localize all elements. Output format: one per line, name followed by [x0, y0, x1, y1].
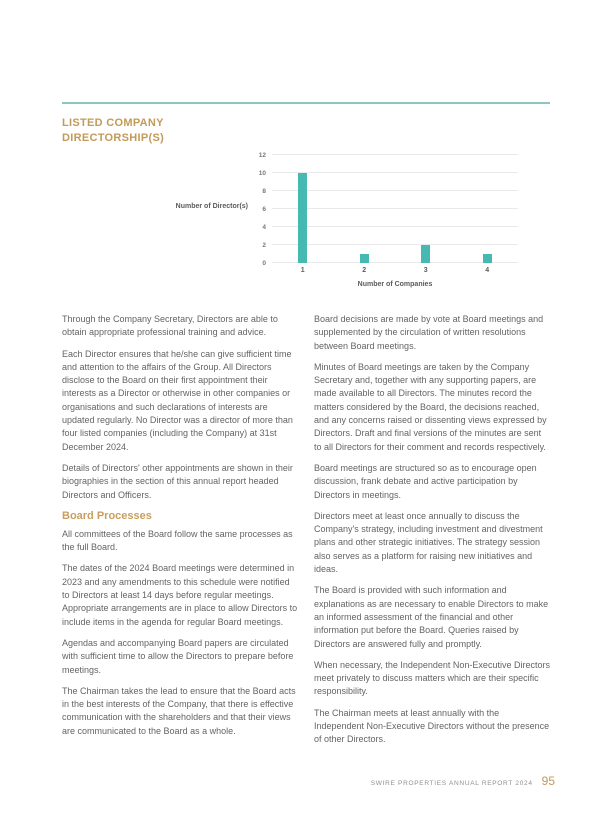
- paragraph: When necessary, the Independent Non-Executive Directors meet privately to discuss matters which are their specific responsibility.: [314, 659, 550, 697]
- body-columns: [62, 313, 550, 755]
- y-tick-label: 0: [262, 260, 266, 267]
- paragraph: The Chairman takes the lead to ensure that the Board acts in the best interests of the Company, that there is effective communication with the shareholders and that their views are communicated to the Board as a whole.: [62, 685, 296, 736]
- bar-companies-4: [483, 254, 492, 263]
- paragraph: Board decisions are made by vote at Board meetings and supplemented by the circulation of written resolutions between Board meetings.: [314, 314, 544, 351]
- bar-companies-1: [298, 173, 307, 263]
- gridline: [272, 262, 518, 263]
- bar-chart: [258, 152, 518, 274]
- x-tick-label: 4: [485, 267, 490, 274]
- paragraph: Minutes of Board meetings are taken by the Company Secretary and, together with any supporting papers, are made available to all Directors. The minutes record the matters considered by the Board, the decisions reached, and any concerns raised or dissenting views expressed by Directors. Draft and final versions of the minutes are sent to all Directors for their comment and records respectively.: [314, 361, 547, 452]
- paragraph: Each Director ensures that he/she can give sufficient time and attention to the affairs of the Group. All Directors disclose to the Board on their first appointment their interests as a Director or otherwise in other companies or organisations and such declarations of interests are updated regularly. No Director was a director of more than four listed companies (including the Company) at 31st December 2024.: [62, 348, 293, 452]
- section-heading: Board Processes: [62, 509, 152, 522]
- gridline: [272, 190, 518, 191]
- bar-companies-2: [360, 254, 369, 263]
- right-column: [314, 313, 550, 755]
- paragraph: All committees of the Board follow the same processes as the full Board.: [62, 528, 293, 553]
- x-tick-label: 2: [362, 267, 367, 274]
- paragraph: The dates of the 2024 Board meetings were determined in 2023 and any amendments to this schedule were notified to Directors at least 14 days before regular meetings. Appropriate arrangements are in place to allow Directors to include items in the agenda for regular Board meetings.: [62, 563, 298, 627]
- gridline: [272, 154, 518, 155]
- gridline: [272, 244, 518, 245]
- paragraph: Agendas and accompanying Board papers are circulated with sufficient time to allow the Directors to prepare before meetings.: [62, 637, 294, 675]
- y-tick-label: 12: [258, 152, 266, 159]
- gridline: [272, 172, 518, 173]
- y-tick-label: 6: [262, 206, 266, 213]
- section-divider-rule: [62, 102, 550, 104]
- footer-page-number: 95: [541, 774, 555, 788]
- paragraph: The Board is provided with such information and explanations as are necessary to enable Directors to make an informed assessment of the financial and other information put before the Board. Queries raised by Directors are answered fully and promptly.: [314, 585, 549, 649]
- gridline: [272, 208, 518, 209]
- paragraph: Directors meet at least once annually to discuss the Company's strategy, including investment and divestment plans and other strategic initiatives. The strategy session also serves as a platform for raising new initiatives and ideas.: [314, 510, 543, 575]
- paragraph: Details of Directors' other appointments are shown in their biographies in the section of this annual report headed Directors and Officers.: [62, 462, 293, 500]
- page-title-line1: LISTED COMPANY: [62, 117, 164, 129]
- page-title: [62, 116, 262, 146]
- chart-y-axis-label: Number of Director(s): [175, 203, 248, 210]
- left-column: [62, 313, 298, 755]
- gridline: [272, 226, 518, 227]
- y-tick-label: 8: [262, 188, 266, 195]
- paragraph: Board meetings are structured so as to encourage open discussion, frank debate and active participation by Directors in meetings.: [314, 462, 537, 500]
- page-footer: [371, 774, 555, 788]
- y-tick-label: 10: [258, 170, 266, 177]
- paragraph: The Chairman meets at least annually with the Independent Non-Executive Directors without the presence of other Directors.: [314, 707, 550, 745]
- bar-companies-3: [421, 245, 430, 263]
- page-title-line2: DIRECTORSHIP(S): [62, 132, 165, 144]
- x-tick-label: 3: [423, 267, 428, 274]
- footer-report-label: SWIRE PROPERTIES ANNUAL REPORT 2024: [370, 780, 533, 787]
- y-tick-label: 4: [262, 224, 266, 231]
- x-tick-label: 1: [300, 267, 305, 274]
- paragraph: Through the Company Secretary, Directors are able to obtain appropriate professional training and advice.: [62, 314, 278, 338]
- y-tick-label: 2: [262, 242, 266, 249]
- chart-x-axis-label: Number of Companies: [357, 281, 433, 288]
